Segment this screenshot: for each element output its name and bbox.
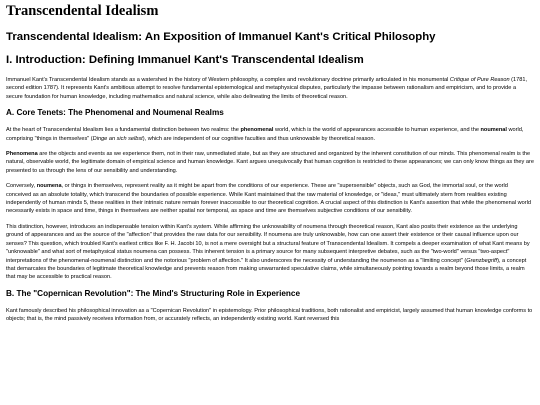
emphasis-critique-title: Critique of Pure Reason	[449, 77, 510, 83]
subsection-heading-copernican: B. The "Copernican Revolution": The Mind's Structuring Role in Experience	[6, 288, 301, 298]
document-title: Transcendental Idealism: An Exposition of Immanuel Kant's Critical Philosophy	[6, 31, 436, 43]
paragraph-copernican: Kant famously described his philosophical innovation as a "Copernican Revolution" in epistemology. Prior philosophical traditions, both rationalist and empiricist, largely assumed that human knowledge conforms to objects; that is, the mind passively receives information from, or accurately reflects, an independently existing world. Kant reversed this	[6, 307, 533, 323]
paragraph-tension: This distinction, however, introduces an indispensable tension within Kant's system. While affirming the unknowability of noumena through theoretical reason, Kant also posits their existence as the underlying ground of appearances and as the source of the "affection" that provides the raw data for our sensibility. If noumena are truly unknowable, how can one assert their existence or their causal influence upon our senses? This question, which troubled Kant's earliest critics like F. H. Jacobi 10, is not a mere oversight but a structural feature of Transcendental Idealism. It compels a deeper examination of what Kant means by "unknowable" and what sort of metaphysical status noumena can possess. This inherent tension is a primary source for many subsequent interpretive debates, such as the "two-world" versus "two-aspect" interpretations of the phenomenal-noumenal distinction and the notorious "problem of affection." It also underscores the necessity of understanding the noumenon as a "limiting concept" (Grenzbegriff), a concept that demarcates the boundaries of legitimate theoretical knowledge and prevents reason from making unwarranted speculative claims, while simultaneously pointing towards a realm beyond those limits, a realm that may be accessible to practical reason.	[6, 223, 530, 281]
intro-paragraph: Immanuel Kant's Transcendental Idealism stands as a watershed in the history of Western philosophy, a complex and revolutionary doctrine primarily articulated in his monumental Critique of Pure Reason (1781, second edition 1787). It represents Kant's ambitious attempt to resolve fundamental epistemological and metaphysical disputes, particularly the impasse between rationalism and empiricism, and to provide a secure foundation for human knowledge, including mathematics and natural science, while also delineating the limits of theoretical reason.	[6, 77, 528, 100]
paragraph-noumena: Conversely, noumena, or things in themselves, represent reality as it might be apart from the conditions of our experience. These are "supersensible" objects, such as God, the immortal soul, or the world conceived as an absolute totality, which transcend the boundaries of possible experience. While Kant maintained that the raw material of knowledge, or "ideas," must ultimately stem from realities existing independently of human minds 5, these realities in their intrinsic nature remain forever inaccessible to our theoretical cognition. A crucial aspect of this distinction is Kant's assertion that while the phenomenal world necessarily exists in space and time, things in themselves are neither spatial nor temporal, as space and time are themselves subjective conditions of our sensibility.	[6, 183, 531, 215]
subsection-heading-core-tenets: A. Core Tenets: The Phenomenal and Noumenal Realms	[6, 108, 224, 118]
paragraph-phenomenal-noumenal: At the heart of Transcendental Idealism lies a fundamental distinction between two realms: the phenomenal world, which is the world of appearances accessible to human experience, and the noumenal world, comprising "things in themselves" (Dinge an sich selbst), which are independent of our cognitive faculties and thus unknowable by theoretical reason.	[6, 127, 524, 142]
paragraph-phenomena: Phenomena are the objects and events as we experience them, not in their raw, unmediated state, but as they are structured and organized by the inherent constitution of our minds. This phenomenal realm is the natural, observable world, the legitimate domain of empirical science and human knowledge. Kant argues unequivocally that human cognition is restricted to these appearances; we can only know things as they are presented to us through the lens of our sensibility and understanding.	[6, 151, 534, 174]
site-title: Transcendental Idealism	[6, 3, 159, 19]
section-heading-introduction: I. Introduction: Defining Immanuel Kant's Transcendental Idealism	[6, 54, 364, 66]
